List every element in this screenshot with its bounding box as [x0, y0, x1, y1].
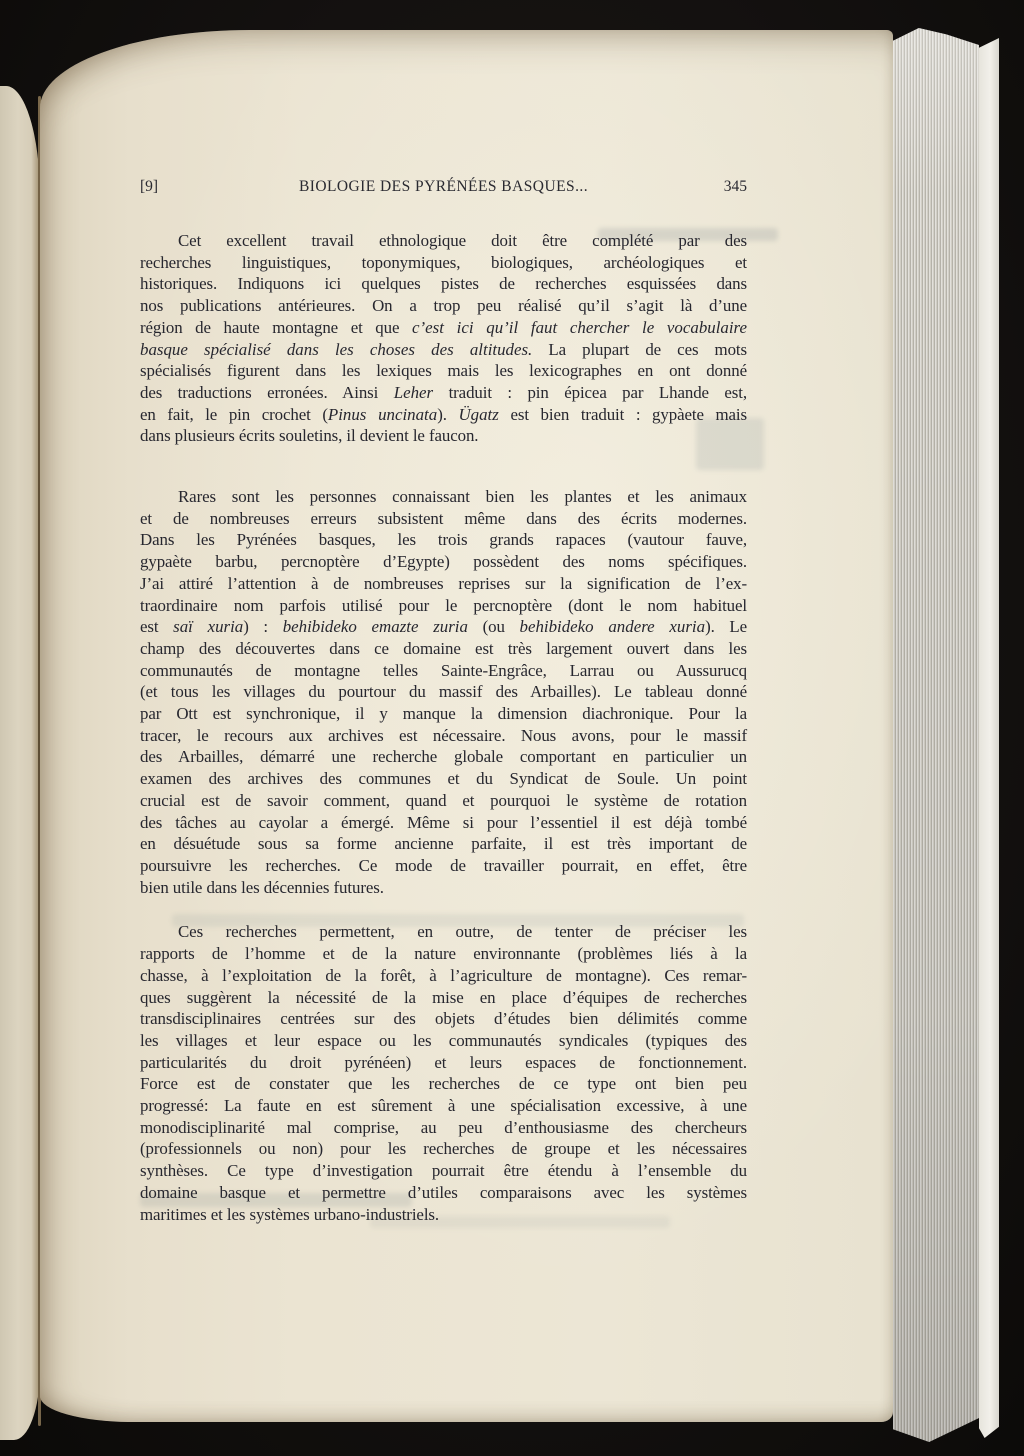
text-line: (et tous les villages du pourtour du massif des Arbailles). Le tableau donné: [140, 682, 747, 702]
text-line: région de haute montagne et que c’est ici qu’il faut chercher le vocabulaire: [140, 317, 747, 337]
text-line: gypaète barbu, percnoptère d’Egypte) possèdent des noms spécifiques.: [140, 552, 747, 572]
text-line: maritimes et les systèmes urbano-industriels.: [140, 1204, 440, 1224]
fore-edge-page-stack: [893, 28, 979, 1442]
text-line: tracer, le recours aux archives est nécessaire. Nous avons, pour le massif: [140, 725, 747, 745]
text-line: des traductions erronées. Ainsi Leher traduit : pin épicea par Lhande est,: [140, 382, 747, 402]
text-line: crucial est de savoir comment, quand et pourquoi le système de rotation: [140, 790, 747, 810]
text-line: et de nombreuses erreurs subsistent même dans des écrits modernes.: [140, 508, 747, 528]
text-line: est saï xuria) : behibideko emazte zuria (ou behibideko andere xuria). Le: [140, 617, 747, 637]
text-line: en désuétude sous sa forme ancienne parfaite, il est très important de: [140, 834, 747, 854]
text-line: historiques. Indiquons ici quelques pistes de recherches esquissées dans: [140, 274, 747, 294]
text-line: spécialisés figurent dans les lexiques mais les lexicographes en ont donné: [140, 361, 747, 381]
text-line: champ des découvertes dans ce domaine est très largement ouvert dans les: [140, 638, 747, 658]
text-line: nos publications antérieures. On a trop peu réalisé qu’il s’agit là d’une: [140, 296, 747, 316]
text-line: dans plusieurs écrits souletins, il devient le faucon.: [140, 426, 479, 446]
text-line: recherches linguistiques, toponymiques, biologiques, archéologiques et: [140, 252, 747, 272]
text-line: Ces recherches permettent, en outre, de tenter de préciser les: [178, 922, 747, 942]
previous-page-edge: [0, 86, 40, 1440]
paragraph: [140, 921, 747, 1225]
text-line: des Arbailles, démarré une recherche globale comportant en particulier un: [140, 747, 747, 767]
paragraph: [140, 230, 747, 447]
text-line: par Ott est synchronique, il y manque la dimension diachronique. Pour la: [140, 704, 747, 724]
running-title: BIOLOGIE DES PYRÉNÉES BASQUES...: [298, 178, 589, 195]
text-line: particularités du droit pyrénéen) et leurs espaces de fonctionnement.: [140, 1052, 747, 1072]
running-head: [140, 177, 747, 197]
text-line: communautés de montagne telles Sainte-Engrâce, Larrau ou Aussurucq: [140, 660, 747, 680]
page-number: 345: [723, 178, 747, 195]
book-page: [40, 30, 893, 1422]
text-line: (professionnels ou non) pour les recherches de groupe et les nécessaires: [140, 1139, 747, 1159]
text-line: examen des archives des communes et du Syndicat de Soule. Un point: [140, 769, 747, 789]
text-line: progressé: La faute en est sûrement à une spécialisation excessive, à une: [140, 1096, 747, 1116]
text-line: traordinaire nom parfois utilisé pour le percnoptère (dont le nom habituel: [140, 595, 747, 615]
text-line: Dans les Pyrénées basques, les trois grands rapaces (vautour fauve,: [140, 530, 747, 550]
text-line: basque spécialisé dans les choses des altitudes. La plupart de ces mots: [140, 339, 747, 359]
text-line: synthèses. Ce type d’investigation pourrait être étendu à l’ensemble du: [140, 1161, 747, 1181]
article-ref-number: [9]: [140, 178, 159, 195]
back-cover-edge: [979, 38, 999, 1438]
text-line: Cet excellent travail ethnologique doit être complété par des: [178, 231, 747, 250]
paragraph: [140, 486, 747, 898]
text-line: en fait, le pin crochet (Pinus uncinata). Ügatz est bien traduit : gypàete mais: [140, 404, 747, 424]
text-line: bien utile dans les décennies futures.: [140, 877, 384, 897]
text-line: rapports de l’homme et de la nature environnante (problèmes liés à la: [140, 944, 747, 964]
text-line: domaine basque et permettre d’utiles comparaisons avec les systèmes: [140, 1182, 747, 1202]
text-line: ques suggèrent la nécessité de la mise en place d’équipes de recherches: [140, 987, 747, 1007]
text-line: poursuivre les recherches. Ce mode de travailler pourrait, en effet, être: [140, 855, 747, 875]
text-line: J’ai attiré l’attention à de nombreuses reprises sur la signification de l’ex-: [140, 573, 747, 593]
article-text: [140, 230, 747, 1225]
text-line: Rares sont les personnes connaissant bien les plantes et les animaux: [178, 487, 747, 507]
text-line: transdisciplinaires centrées sur des objets d’études bien délimités comme: [140, 1009, 747, 1029]
text-line: Force est de constater que les recherches de ce type ont bien peu: [140, 1074, 747, 1094]
text-line: chasse, à l’exploitation de la forêt, à l’agriculture de montagne). Ces remar-: [140, 965, 747, 985]
text-line: monodisciplinarité mal comprise, au peu d’enthousiasme des chercheurs: [140, 1117, 747, 1137]
text-line: des tâches au cayolar a émergé. Même si pour l’essentiel il est déjà tombé: [140, 812, 747, 832]
text-line: les villages et leur espace ou les communautés syndicales (typiques des: [140, 1030, 747, 1050]
